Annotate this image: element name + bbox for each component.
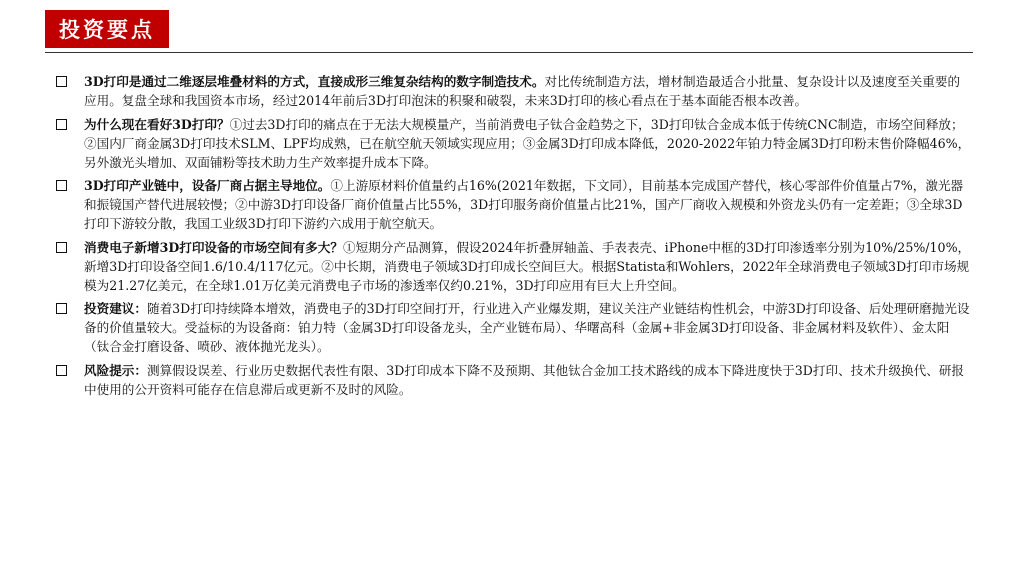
section-title-text: 投资要点 bbox=[59, 18, 155, 42]
bullet-item-investment-advice bbox=[56, 299, 971, 356]
bullet-heading: 3D打印产业链中，设备厂商占据主导地位。 bbox=[84, 178, 331, 193]
bullet-heading: 消费电子新增3D打印设备的市场空间有多大？ bbox=[84, 239, 343, 255]
bullet-heading: 3D打印是通过二维逐层堆叠材料的方式，直接成形三维复杂结构的数字制造技术。 bbox=[84, 74, 545, 89]
bullet-heading: 风险提示： bbox=[84, 362, 147, 378]
checkbox-bullet-icon bbox=[56, 303, 67, 314]
checkbox-bullet-icon bbox=[56, 242, 67, 253]
bullet-body: ①过去3D打印的痛点在于无法大规模量产，当前消费电子钛合金趋势之下，3D打印钛合金成本低于传统CNC制造，市场空间释放；②国内厂商金属3D打印技术SLM、LPF均成熟，已在航空航天领域实现应用；③金属3D打印成本降低，2020-2022年铂力特金属3D打印粉末售价降幅46%，另外激光头增加、双面铺粉等技术助力生产效率提升成本下降。 bbox=[84, 116, 971, 170]
bullet-body: 测算假设误差、行业历史数据代表性有限、3D打印成本下降不及预期、其他钛合金加工技术路线的成本下降进度快于3D打印、技术升级换代、研报中使用的公开资料可能存在信息滞后或更新不及时的风险。 bbox=[84, 362, 965, 397]
bullet-heading: 投资建议： bbox=[84, 301, 147, 316]
bullet-body: 随着3D打印持续降本增效，消费电子的3D打印空间打开，行业进入产业爆发期，建议关注产业链结构性机会，中游3D打印设备、后处理研磨抛光设备的价值量较大。受益标的为设备商：铂力特（金属3D打印设备龙头，全产业链布局）、华曙高科（金属+非金属3D打印设备、非金属材料及软件）、金太阳（钛合金打磨设备、喷砂、液体抛光龙头）。 bbox=[84, 301, 970, 354]
title-divider bbox=[45, 52, 973, 53]
key-points-list bbox=[56, 72, 971, 403]
bullet-item-risk-warning bbox=[56, 361, 971, 399]
bullet-item-why-now bbox=[56, 115, 971, 172]
checkbox-bullet-icon bbox=[56, 365, 67, 376]
bullet-heading: 为什么现在看好3D打印？ bbox=[84, 116, 230, 132]
bullet-body: ①上游原材料价值量约占16%(2021年数据，下文同），目前基本完成国产替代，核心零部件价值量占7%，激光器和振镜国产替代进展较慢；②中游3D打印设备厂商价值量占比55%，3D打印服务商价值量占比21%，国产厂商收入规模和外资龙头仍有一定差距；③全球3D打印下游较分散，我国工业级3D打印下游约六成用于航空航天。 bbox=[84, 178, 964, 231]
bullet-item-industry-chain bbox=[56, 176, 971, 233]
section-title bbox=[45, 10, 169, 48]
bullet-item-market-space bbox=[56, 238, 971, 295]
checkbox-bullet-icon bbox=[56, 76, 67, 87]
bullet-body: 对比传统制造方法，增材制造最适合小批量、复杂设计以及速度至关重要的应用。复盘全球和我国资本市场，经过2014年前后3D打印泡沫的积聚和破裂，未来3D打印的核心看点在于基本面能否根本改善。 bbox=[84, 74, 961, 108]
bullet-body: ①短期分产品测算，假设2024年折叠屏轴盖、手表表壳、iPhone中框的3D打印渗透率分别为10%/25%/10%，新增3D打印设备空间1.6/10.4/117亿元。②中长期，消费电子领域3D打印成长空间巨大。根据Statista和Wohlers，2022年全球消费电子领域3D打印市场规模为21.27亿美元，在全球1.01万亿美元消费电子市场的渗透率仅约0.21%，3D打印应用有巨大上升空间。 bbox=[84, 239, 971, 293]
checkbox-bullet-icon bbox=[56, 180, 67, 191]
bullet-item-3d-printing-definition bbox=[56, 72, 971, 110]
checkbox-bullet-icon bbox=[56, 119, 67, 130]
